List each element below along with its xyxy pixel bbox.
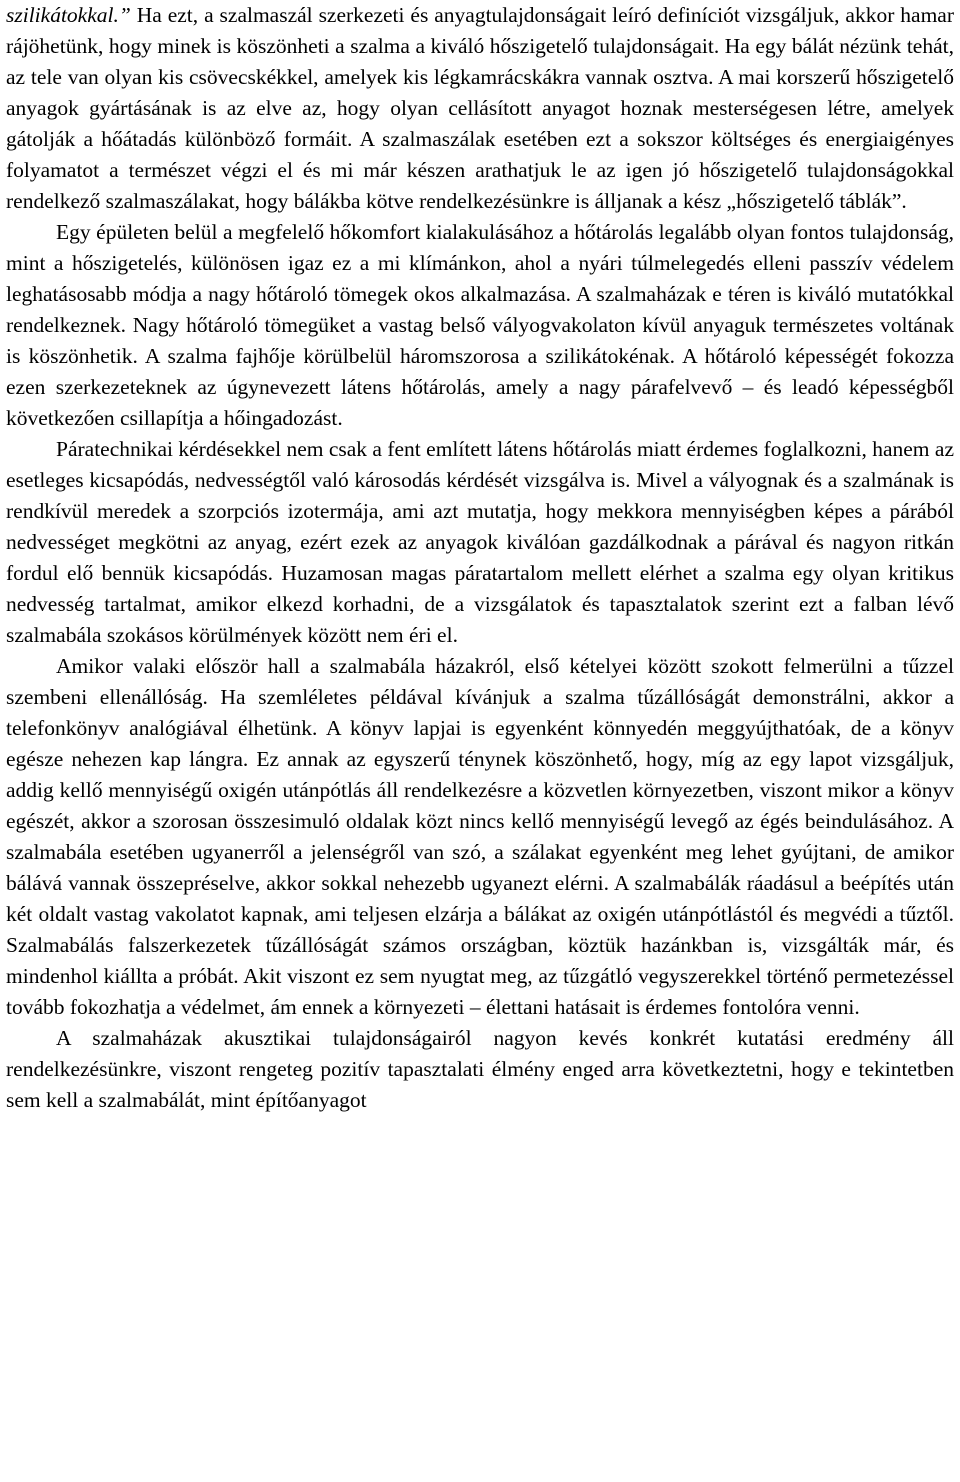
paragraph-fire-resistance: Amikor valaki először hall a szalmabála házakról, első kételyei között szokott felmerülni a tűzzel szembeni ellenállóság. Ha szemléletes példával kívánjuk a szalma tűzállóságát demonstrálni, akkor a telefonkönyv analógiával élhetünk. A könyv lapjai is egyenként könnyedén meggyújthatóak, de a könyv egésze nehezen kap lángra. Ez annak az egyszerű ténynek köszönhető, hogy, míg az egy lapot vizsgáljuk, addig kellő mennyiségű oxigén utánpótlás áll rendelkezésre a közvetlen környezetben, viszont mikor a könyv egészét, akkor a szorosan összesimuló oldalak közt nincs kellő mennyiségű levegő az égés beindulásához. A szalmabála esetében ugyanerről a jelenségről van szó, a szálakat egyenként meg lehet gyújtani, de amikor bálává vannak összepréselve, akkor sokkal nehezebb ugyanezt elérni. A szalmabálák ráadásul a beépítés után két oldalt vastag vakolatot kapnak, ami teljesen elzárja a bálákat az oxigén utánpótlástól és megvédi a tűztől. Szalmabálás falszerkezetek tűzállóságát számos országban, köztük hazánkban is, vizsgálták már, és mindenhol kiállta a próbát. Akit viszont ez sem nyugtat meg, az tűzgátló vegyszerekkel történő permetezéssel tovább fokozhatja a védelmet, ám ennek a környezeti – élettani hatásait is érdemes fontolóra venni. <box>6 654 954 1019</box>
paragraph-heat-storage: Egy épületen belül a megfelelő hőkomfort kialakulásához a hőtárolás legalább olyan fontos tulajdonság, mint a hőszigetelés, különösen igaz ez a mi klímánkon, ahol a nyári túlmelegedés elleni passzív védelem leghatásosabb módja a nagy hőtároló tömegek okos alkalmazása. A szalmaházak e téren is kiváló mutatókkal rendelkeznek. Nagy hőtároló tömegüket a vastag belső vályogvakolaton kívül anyaguk természetes voltának is köszönhetik. A szalma fajhője körülbelül háromszorosa a szilikátokénak. A hőtároló képességét fokozza ezen szerkezeteknek az úgynevezett látens hőtárolás, amely a nagy párafelvevő – és leadó képességből következően csillapítja a hőingadozást. <box>6 220 954 430</box>
paragraph-acoustics: A szalmaházak akusztikai tulajdonságairól nagyon kevés konkrét kutatási eredmény áll rendelkezésünkre, viszont rengeteg pozitív tapasztalati élmény enged arra következtetni, hogy e tekintetben sem kell a szalmabálát, mint építőanyagot <box>6 1026 954 1112</box>
paragraph-moisture: Páratechnikai kérdésekkel nem csak a fent említett látens hőtárolás miatt érdemes foglalkozni, hanem az esetleges kicsapódás, nedvességtől való károsodás kérdését vizsgálva is. Mivel a vályognak és a szalmának is rendkívül meredek a szorpciós izotermája, ami azt mutatja, hogy mekkora mennyiségben képes a párából nedvességet megkötni az anyag, ezért ezek az anyagok kiválóan gazdálkodnak a párával és nagyon ritkán fordul elő bennük kicsapódás. Huzamosan magas páratartalom mellett elérhet a szalma egy olyan kritikus nedvesség tartalmat, amikor elkezd korhadni, de a vizsgálatok és tapasztalatok szerint ezt a falban lévő szalmabála szokásos körülmények között nem éri el. <box>6 437 954 647</box>
document-page <box>6 0 954 1116</box>
paragraph-insulation <box>6 0 954 217</box>
paragraph-text: Ha ezt, a szalmaszál szerkezeti és anyagtulajdonságait leíró definíciót vizsgáljuk, akkor hamar rájöhetünk, hogy minek is köszönheti a szalma a kiváló hőszigetelő tulajdonságait. Ha egy bálát nézünk tehát, az tele van olyan kis csövecskékkel, amelyek kis légkamrácskákra vannak osztva. A mai korszerű hőszigetelő anyagok gyártásának is az elve az, hogy olyan cellásított anyagot hoznak mesterségesen létre, amelyek gátolják a hőátadás különböző formáit. A szalmaszálak esetében ezt a sokszor költséges és energiaigényes folyamatot a természet végzi el és mi már készen arathatjuk le az igen jó hőszigetelő tulajdonságokkal rendelkező szalmaszálakat, hogy bálákba kötve rendelkezésünkre is álljanak a kész „hőszigetelő táblák”. <box>6 3 954 213</box>
italic-quote-end: szilikátokkal.” <box>6 3 131 27</box>
